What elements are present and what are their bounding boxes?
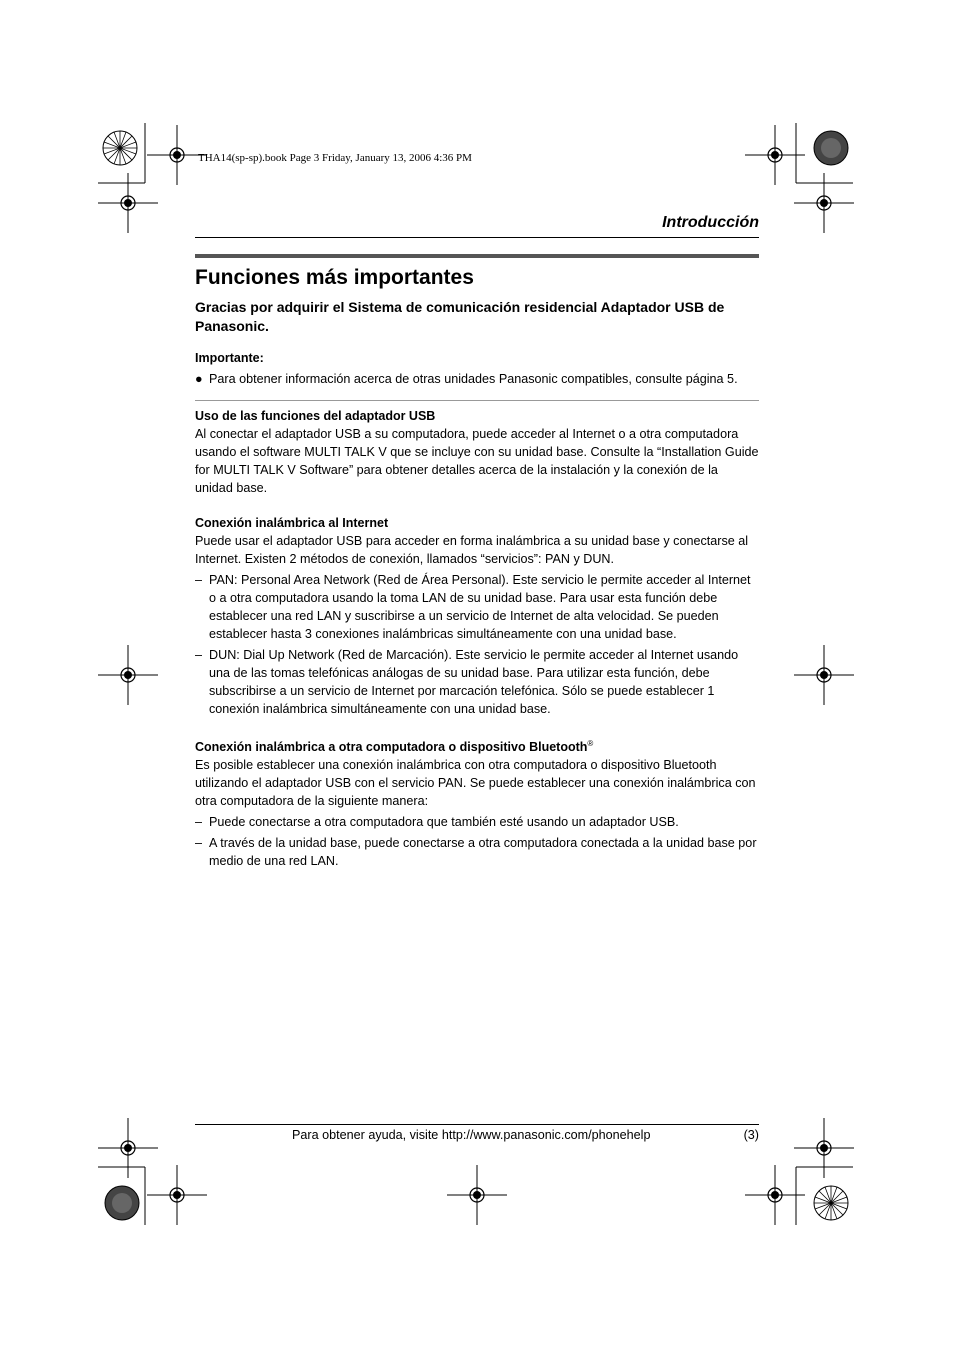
section-heading-bluetooth	[195, 735, 759, 756]
top-left-registration	[98, 123, 207, 233]
section-body-internet: Puede usar el adaptador USB para acceder en forma inalámbrica a su unidad base y conectarse al Internet. Existen 2 métodos de conexión, llamados “servicios”: PAN y DUN.	[195, 534, 749, 566]
section-body-usb: Al conectar el adaptador USB a su computadora, puede acceder al Internet o a otra computadora usando el software MULTI TALK V que se incluye con su unidad base. Consulte la “Installation Guide for MULTI TALK V Software” para obtener detalles acerca de la instalación y la conexión de la unidad base.	[195, 427, 759, 495]
section-body-bluetooth: Es posible establecer una conexión inalámbrica con otra computadora o dispositivo Bluetooth utilizando el adaptador USB con el servicio PAN. Se puede establecer una conexión inalámbrica con otra computadora de la siguiente manera:	[195, 758, 756, 809]
page-number: (3)	[743, 1128, 759, 1142]
dash-icon: –	[195, 836, 203, 851]
list-item-text: DUN: Dial Up Network (Red de Marcación). Este servicio le permite acceder al Internet usando una de las tomas telefónicas análogas de su unidad base. Para utilizar esta función, debe subscribirse a un servicio de Internet por marcación telefónica. Sólo se puede establecer 1 conexión inalámbrica simultáneamente con una unidad base.	[209, 648, 739, 716]
dash-icon: –	[195, 815, 203, 830]
list-item-text: A través de la unidad base, puede conectarse a otra computadora conectada a la unidad base por medio de una red LAN.	[209, 836, 757, 869]
registered-mark: ®	[587, 739, 594, 748]
footer-rule	[195, 1124, 759, 1125]
top-right-registration	[745, 123, 854, 233]
bullet-icon: ●	[195, 372, 203, 386]
title-bar-rule	[195, 254, 759, 258]
page-title: Funciones más importantes	[195, 266, 474, 289]
header-rule	[195, 237, 759, 238]
section-heading-usb: Uso de las funciones del adaptador USB	[195, 409, 436, 423]
list-item	[195, 834, 759, 870]
section-heading-internet: Conexión inalámbrica al Internet	[195, 516, 389, 530]
heading-text: Conexión inalámbrica a otra computadora o dispositivo Bluetooth	[195, 740, 588, 755]
list-item	[195, 646, 759, 718]
list-item-text: PAN: Personal Area Network (Red de Área Personal). Este servicio le permite acceder al Internet o a otra computadora usando la toma LAN de su unidad base. Para usar esta función debe establecer una red LAN y suscribirse a un servicio de Internet de alta velocidad. Se pueden establecer hasta 3 conexiones inalámbricas simultáneamente con una unidad base.	[209, 573, 751, 641]
dash-icon: –	[195, 648, 203, 662]
list-item-text: Puede conectarse a otra computadora que también esté usando un adaptador USB.	[209, 815, 679, 830]
right-mid-registration	[794, 645, 854, 705]
section-header: Introducción	[662, 214, 759, 231]
list-item	[195, 813, 759, 831]
bottom-right-registration	[745, 1118, 854, 1225]
list-item	[195, 571, 759, 643]
left-mid-registration	[98, 645, 158, 705]
main-content	[195, 264, 759, 870]
important-text: Para obtener información acerca de otras unidades Panasonic compatibles, consulte página 5.	[209, 372, 738, 386]
section-divider	[195, 400, 759, 401]
important-note	[195, 370, 759, 388]
print-slug: THA14(sp-sp).book Page 3 Friday, January 13, 2006 4:36 PM	[198, 152, 472, 164]
bottom-left-registration	[98, 1118, 207, 1225]
important-label: Importante:	[195, 351, 264, 365]
footer-help-text: Para obtener ayuda, visite http://www.panasonic.com/phonehelp	[292, 1128, 651, 1142]
dash-icon: –	[195, 573, 203, 587]
lead-paragraph: Gracias por adquirir el Sistema de comunicación residencial Adaptador USB de Panasonic.	[195, 299, 725, 334]
bottom-center-registration	[447, 1165, 507, 1225]
